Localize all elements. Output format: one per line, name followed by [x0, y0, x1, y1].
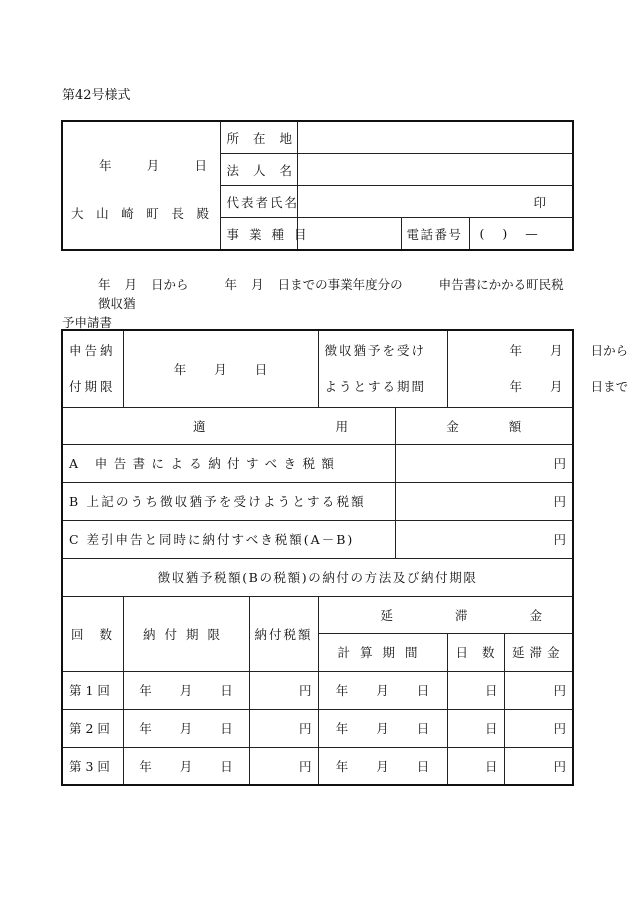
request-statement: 年 月 日から 年 月 日までの事業年度分の 申告書にかかる町民税徴収猶 予申請書	[62, 277, 564, 330]
address-label: 所在地	[220, 121, 297, 154]
seal-mark: 印	[533, 194, 546, 210]
installment-row: 第 2 回 年 月 日 円 年 月 日 日 円	[62, 709, 573, 747]
installment-delinquency[interactable]: 円	[504, 671, 573, 709]
installment-deadline[interactable]: 年 月 日	[123, 747, 249, 785]
installment-row: 第 3 回 年 月 日 円 年 月 日 日 円	[62, 747, 573, 785]
installment-amount[interactable]: 円	[249, 671, 318, 709]
phone-label: 電話番号	[401, 218, 469, 251]
corp-name-field[interactable]	[297, 154, 573, 186]
row-b-amount[interactable]: 円	[395, 482, 573, 520]
summary-header: 適用	[62, 407, 395, 444]
payment-amount-header: 納付税額	[249, 596, 318, 671]
days-header: 日数	[447, 633, 504, 671]
installment-amount[interactable]: 円	[249, 747, 318, 785]
application-date[interactable]: 年 月 日	[99, 158, 207, 173]
installment-delinquency[interactable]: 円	[504, 709, 573, 747]
amount-header: 金額	[395, 407, 573, 444]
delinquency-header: 延滞金	[318, 596, 573, 633]
installment-amount[interactable]: 円	[249, 709, 318, 747]
installment-days[interactable]: 日	[447, 671, 504, 709]
period-field[interactable]: 年 月 日から 年 月 日まで	[447, 330, 573, 407]
phone-field[interactable]: ( ) —	[469, 218, 573, 251]
installment-calc-period[interactable]: 年 月 日	[318, 747, 447, 785]
addressee: 大山崎町長殿	[71, 206, 222, 221]
corp-name-label: 法人名	[220, 154, 297, 186]
installment-delinquency[interactable]: 円	[504, 747, 573, 785]
count-header: 回数	[62, 596, 123, 671]
installment-deadline[interactable]: 年 月 日	[123, 671, 249, 709]
applicant-table	[61, 120, 574, 251]
calc-period-header: 計算期間	[318, 633, 447, 671]
deadline-label: 申告納 付期限	[62, 330, 123, 407]
period-label: 徴収猶予を受け ようとする期間	[318, 330, 447, 407]
deadline-date-field[interactable]: 年 月 日	[123, 330, 318, 407]
delinquency-amount-header: 延滞金	[504, 633, 573, 671]
installment-days[interactable]: 日	[447, 709, 504, 747]
address-field[interactable]	[297, 121, 573, 154]
installment-row: 第 1 回 年 月 日 円 年 月 日 日 円	[62, 671, 573, 709]
row-b-label: B 上記のうち徴収猶予を受けようとする税額	[62, 482, 395, 520]
date-addressee-cell	[62, 121, 220, 250]
installment-calc-period[interactable]: 年 月 日	[318, 709, 447, 747]
installment-deadline[interactable]: 年 月 日	[123, 709, 249, 747]
payment-deadline-header: 納付期限	[123, 596, 249, 671]
representative-label: 代表者氏名	[220, 186, 297, 218]
installment-calc-period[interactable]: 年 月 日	[318, 671, 447, 709]
form-number: 第42号様式	[62, 88, 131, 103]
business-type-label: 事業種目	[220, 218, 297, 251]
deferral-table	[61, 329, 629, 786]
representative-field[interactable]	[297, 186, 573, 218]
row-c-label: C 差引申告と同時に納付すべき税額(A－B)	[62, 520, 395, 558]
row-a-amount[interactable]: 円	[395, 444, 573, 482]
section-title: 徴収猶予税額(Bの税額)の納付の方法及び納付期限	[62, 558, 573, 596]
row-a-label: A 申告書による納付すべき税額	[62, 444, 395, 482]
installment-days[interactable]: 日	[447, 747, 504, 785]
row-c-amount[interactable]: 円	[395, 520, 573, 558]
